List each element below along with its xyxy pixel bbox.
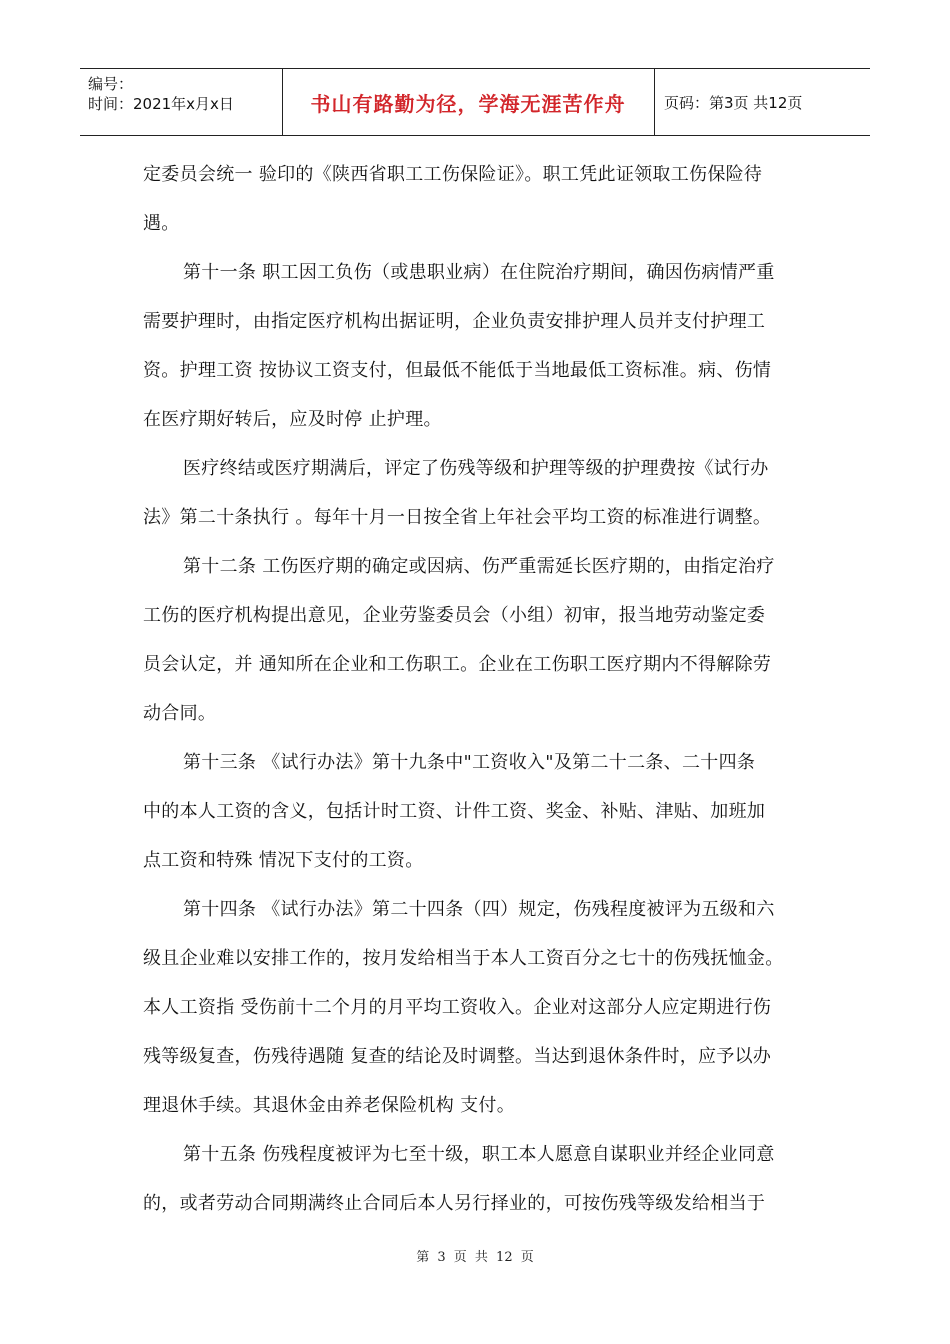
body-text-line: 动合同。 [143,703,217,724]
body-text-line: 资。护理工资 按协议工资支付，但最低不能低于当地最低工资标准。病、伤情 [143,360,772,381]
body-text-line: 的，或者劳动合同期满终止合同后本人另行择业的，可按伤残等级发给相当于 [143,1193,766,1214]
document-number-label: 编号： [88,75,134,93]
body-text-line: 遇。 [143,213,180,234]
body-text-line: 级且企业难以安排工作的，按月发给相当于本人工资百分之七十的伤残抚恤金。 [143,948,784,969]
body-text-line: 定委员会统一 验印的《陕西省职工工伤保险证》。职工凭此证领取工伤保险待 [143,164,763,185]
body-text-line: 第十五条 伤残程度被评为七至十级，职工本人愿意自谋职业并经企业同意 [183,1144,775,1165]
body-text-line: 第十二条 工伤医疗期的确定或因病、伤严重需延长医疗期的，由指定治疗 [183,556,775,577]
header-motto: 书山有路勤为径，学海无涯苦作舟 [310,92,626,116]
body-text-line: 工伤的医疗机构提出意见，企业劳鉴委员会（小组）初审，报当地劳动鉴定委 [143,605,766,626]
body-text-line: 在医疗期好转后，应及时停 止护理。 [143,409,442,430]
header-motto-cell [282,69,655,136]
body-text-line: 需要护理时，由指定医疗机构出据证明，企业负责安排护理人员并支付护理工 [143,311,766,332]
body-text-line: 残等级复查，伤残待遇随 复查的结论及时调整。当达到退休条件时，应予以办 [143,1046,772,1067]
body-text-line: 本人工资指 受伤前十二个月的月平均工资收入。企业对这部分人应定期进行伤 [143,997,772,1018]
document-body [143,150,815,1228]
body-text-line: 员会认定，并 通知所在企业和工伤职工。企业在工伤职工医疗期内不得解除劳 [143,654,772,675]
body-text-line: 医疗终结或医疗期满后，评定了伤残等级和护理等级的护理费按《试行办 [183,458,769,479]
body-text-line: 法》第二十条执行 。每年十月一日按全省上年社会平均工资的标准进行调整。 [143,507,772,528]
header-page-info: 页码：第3页 共12页 [664,94,803,112]
body-text-line: 第十三条 《试行办法》第十九条中"工资收入"及第二十二条、二十四条 [183,752,756,773]
body-text-line: 点工资和特殊 情况下支付的工资。 [143,850,424,871]
body-text-line: 理退休手续。其退休金由养老保险机构 支付。 [143,1095,516,1116]
body-text-line: 中的本人工资的含义，包括计时工资、计件工资、奖金、补贴、津贴、加班加 [143,801,766,822]
header-page-cell [654,69,870,136]
body-text-line: 第十四条 《试行办法》第二十四条（四）规定，伤残程度被评为五级和六 [183,899,775,920]
page-footer: 第 3 页 共 12 页 [416,1250,534,1265]
document-date-label: 时间：2021年x月x日 [88,95,234,113]
page-header [80,68,870,136]
header-meta-cell [80,69,283,136]
body-text-line: 第十一条 职工因工负伤（或患职业病）在住院治疗期间，确因伤病情严重 [183,262,775,283]
